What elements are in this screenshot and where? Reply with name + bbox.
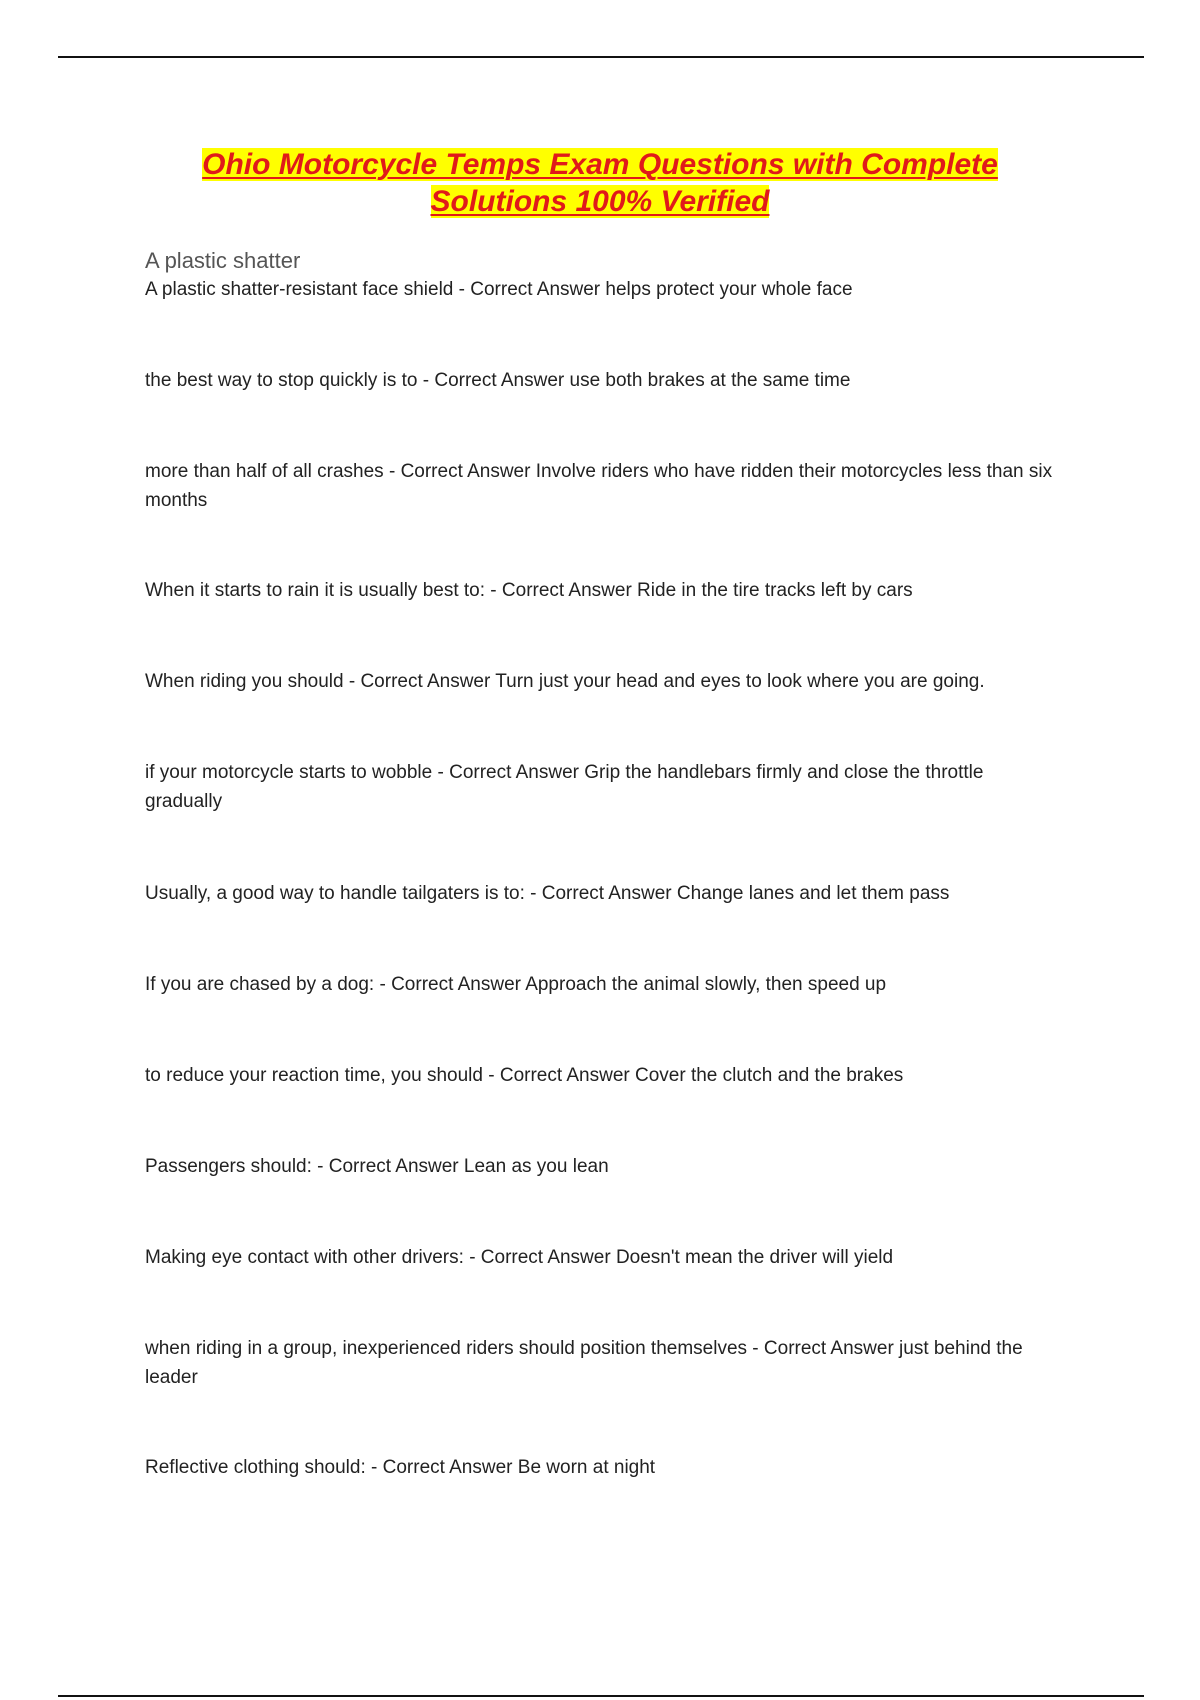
footer-rule (58, 1695, 1144, 1697)
qa-item: Making eye contact with other drivers: - Correct Answer Doesn't mean the driver will yield (145, 1247, 894, 1268)
section-subheading: A plastic shatter (145, 248, 301, 273)
qa-item: Usually, a good way to handle tailgaters is to: - Correct Answer Change lanes and let them pass (145, 883, 950, 904)
qa-item: Reflective clothing should: - Correct Answer Be worn at night (145, 1457, 656, 1478)
qa-item: the best way to stop quickly is to - Correct Answer use both brakes at the same time (145, 370, 851, 391)
qa-item: when riding in a group, inexperienced riders should position themselves - Correct Answer just behind the leader (145, 1338, 1023, 1388)
qa-item: more than half of all crashes - Correct Answer Involve riders who have ridden their motorcycles less than six months (145, 461, 1053, 511)
document-title (100, 146, 1100, 220)
qa-item: if your motorcycle starts to wobble - Correct Answer Grip the handlebars firmly and close the throttle gradually (145, 762, 984, 812)
qa-item: Passengers should: - Correct Answer Lean as you lean (145, 1156, 609, 1177)
title-line-2: Solutions 100% Verified (430, 185, 770, 218)
header-rule (58, 56, 1144, 58)
qa-item: If you are chased by a dog: - Correct Answer Approach the animal slowly, then speed up (145, 974, 887, 995)
title-line-1: Ohio Motorcycle Temps Exam Questions with Complete (202, 148, 998, 181)
qa-item: When it starts to rain it is usually best to: - Correct Answer Ride in the tire tracks left by cars (145, 580, 913, 601)
qa-item: to reduce your reaction time, you should - Correct Answer Cover the clutch and the brakes (145, 1065, 904, 1086)
qa-item: A plastic shatter-resistant face shield - Correct Answer helps protect your whole face (145, 279, 853, 300)
qa-item: When riding you should - Correct Answer Turn just your head and eyes to look where you are going. (145, 671, 985, 692)
